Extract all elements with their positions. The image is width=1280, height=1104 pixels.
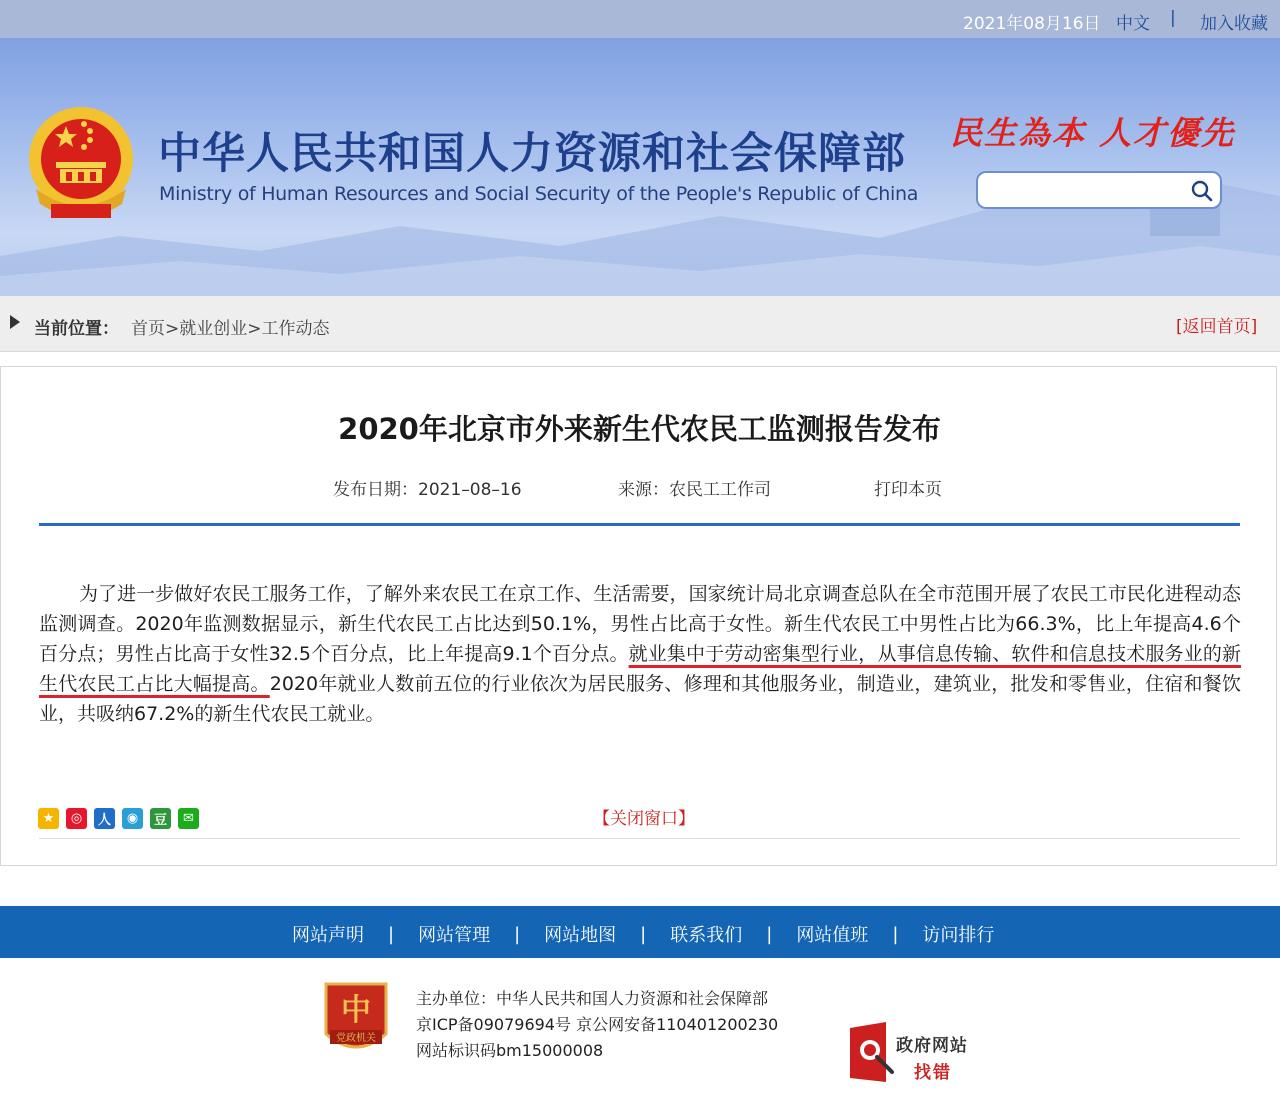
body-text-part2: 2020年就业人数前五位的行业依次为居民服务、修理和其他服务业，制造业，建筑业，批发和零售业，住宿和餐饮业，共吸纳67.2%的新生代农民工就业。 <box>39 673 1241 725</box>
national-emblem-icon <box>26 104 136 224</box>
footer-info <box>416 986 778 1064</box>
search-box <box>976 171 1222 209</box>
article-title: 2020年北京市外来新生代农民工监测报告发布 <box>338 412 941 446</box>
gov-error-report-link[interactable] <box>848 1022 978 1082</box>
article-source: 来源：农民工工作司 <box>618 480 771 500</box>
breadcrumb-separator: > <box>247 319 262 339</box>
title-divider <box>39 523 1240 526</box>
footer-link-duty[interactable]: 网站值班 <box>796 925 869 946</box>
triangle-right-icon <box>10 315 20 329</box>
breadcrumb-label: 当前位置： <box>34 319 119 339</box>
share-bar <box>38 808 199 830</box>
site-banner <box>0 38 1280 296</box>
bottom-divider <box>39 838 1240 839</box>
topbar-separator: | <box>1170 8 1176 28</box>
ministry-english-name: Ministry of Human Resources and Social Security of the People's Republic of China <box>159 183 919 205</box>
footer-nav: 网站声明 | 网站管理 | 网站地图 | 联系我们 | 网站值班 | 访问排行 <box>0 906 1280 958</box>
add-favorite-link[interactable]: 加入收藏 <box>1200 14 1268 34</box>
svg-text:中: 中 <box>341 993 371 1028</box>
top-bar <box>0 0 1280 38</box>
renren-icon[interactable]: 人 <box>94 808 115 829</box>
current-date: 2021年08月16日 <box>963 14 1101 34</box>
article-body <box>39 579 1241 729</box>
language-link[interactable]: 中文 <box>1116 14 1150 34</box>
find-error-label: 找错 <box>914 1063 952 1083</box>
footer-link-statement[interactable]: 网站声明 <box>292 925 364 946</box>
weibo-icon[interactable]: ◎ <box>66 808 87 829</box>
icp-record[interactable]: 京ICP备09079694号 京公网安备110401200230 <box>416 1015 779 1034</box>
article-panel <box>0 366 1277 866</box>
body-text-highlight: 就业集中于劳动密集型行业，从事信息传输、软件和信息技术服务业的新生代农民工占比大幅提高。 <box>39 643 1241 695</box>
breadcrumb-item-employment[interactable]: 就业创业 <box>179 319 248 339</box>
breadcrumb-item-home[interactable]: 首页 <box>131 319 165 339</box>
footer-link-management[interactable]: 网站管理 <box>418 925 491 946</box>
body-text-part1: 为了进一步做好农民工服务工作，了解外来农民工在京工作、生活需要，国家统计局北京调查总队在全市范围开展了农民工市民化进程动态监测调查。2020年监测数据显示，新生代农民工占比达到50.1%，男性占比高于女性。新生代农民工中男性占比为66.3%，比上年提高4.6个百分点；男性占比高于女性32.5个百分点，比上年提高9.1个百分点。 <box>39 583 1241 665</box>
publish-date: 发布日期：2021–08–16 <box>333 480 522 500</box>
breadcrumb-bar <box>0 296 1280 352</box>
badge-text: 党政机关 <box>336 1033 376 1044</box>
breadcrumb-separator: > <box>165 319 180 339</box>
magnifier-icon <box>848 1022 896 1082</box>
tqq-icon[interactable]: ◉ <box>122 808 143 829</box>
footer-link-contact[interactable]: 联系我们 <box>670 925 743 946</box>
breadcrumb <box>131 314 330 339</box>
party-government-badge-icon[interactable] <box>322 978 390 1060</box>
back-home-link[interactable]: [返回首页] <box>1176 317 1258 337</box>
qzone-icon[interactable]: ★ <box>38 808 59 829</box>
host-organization: 主办单位：中华人民共和国人力资源和社会保障部 <box>416 989 769 1008</box>
gov-site-label: 政府网站 <box>896 1036 968 1056</box>
breadcrumb-item-work-news[interactable]: 工作动态 <box>261 319 330 339</box>
search-input[interactable] <box>986 179 1186 201</box>
footer-link-sitemap[interactable]: 网站地图 <box>544 925 617 946</box>
douban-icon[interactable]: 豆 <box>150 808 171 829</box>
slogan: 民生為本 人才優先 <box>950 114 1236 152</box>
close-window-link[interactable]: 【关闭窗口】 <box>593 809 695 829</box>
footer-link-ranking[interactable]: 访问排行 <box>922 925 995 946</box>
wechat-icon[interactable]: ✉ <box>178 808 199 829</box>
ministry-chinese-name: 中华人民共和国人力资源和社会保障部 <box>158 129 906 179</box>
print-page-link[interactable]: 打印本页 <box>874 480 942 500</box>
site-id: 网站标识码bm15000008 <box>416 1041 604 1060</box>
search-icon[interactable] <box>1190 179 1214 203</box>
